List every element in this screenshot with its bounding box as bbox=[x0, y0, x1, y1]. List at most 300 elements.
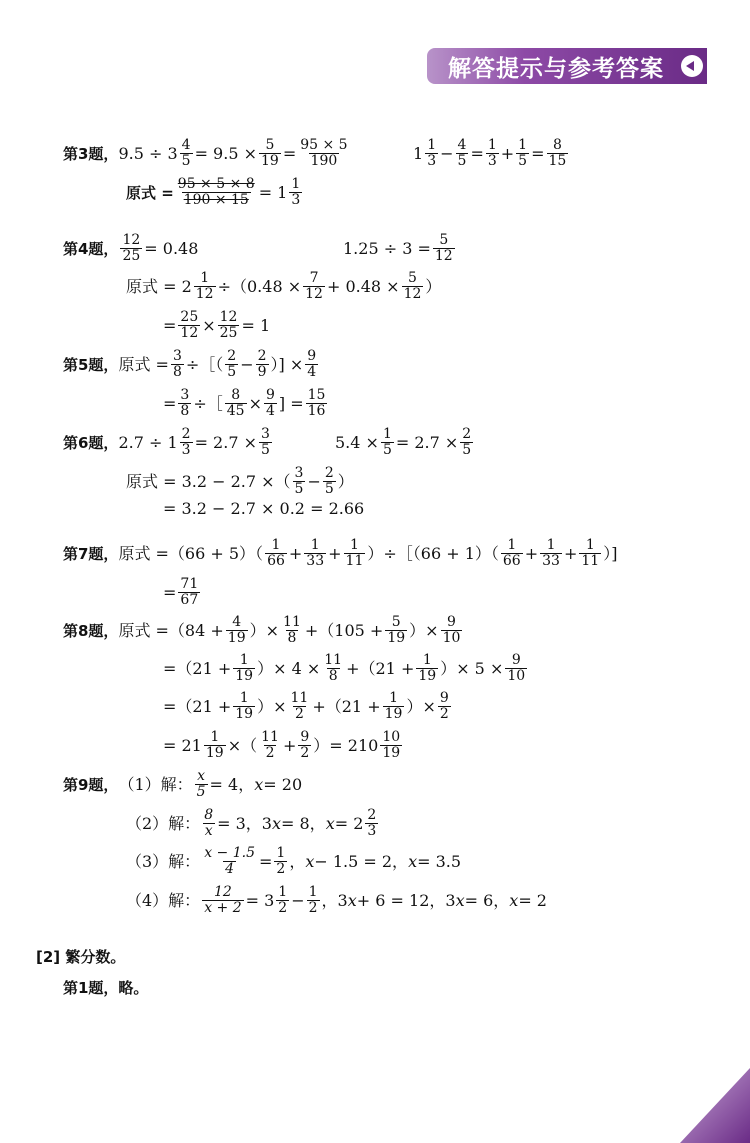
back-arrow-icon bbox=[681, 55, 703, 77]
q6-line2 bbox=[126, 466, 354, 497]
numerator: 8 bbox=[231, 387, 241, 403]
q7-label: 第7题， bbox=[63, 544, 119, 563]
denominator: 2 bbox=[278, 900, 288, 916]
expr-text: − bbox=[291, 890, 305, 910]
numerator: 1 bbox=[507, 537, 517, 553]
fraction bbox=[438, 691, 451, 722]
expr-text: +（105 + bbox=[304, 620, 384, 640]
section2-title: [2] 繁分数。 bbox=[36, 948, 126, 966]
denominator: 4 bbox=[307, 364, 317, 380]
numerator: 3 bbox=[172, 348, 182, 364]
fraction bbox=[233, 653, 255, 684]
denominator: 190 × 15 bbox=[183, 192, 249, 208]
numerator: x − 1.5 bbox=[204, 845, 255, 861]
expr-text: = 8， bbox=[281, 813, 326, 833]
denominator: 67 bbox=[180, 592, 199, 608]
fraction bbox=[303, 271, 325, 302]
fraction bbox=[259, 730, 281, 761]
numerator: 9 bbox=[447, 614, 456, 630]
denominator: 8 bbox=[172, 364, 182, 380]
part-label: （3）解： bbox=[126, 851, 201, 871]
fraction bbox=[233, 691, 255, 722]
numerator: 9 bbox=[307, 348, 317, 364]
numerator: 8 bbox=[204, 807, 214, 823]
fraction bbox=[460, 427, 473, 458]
expr-text: = 2 bbox=[334, 813, 364, 833]
expr-text: ）× 4 × bbox=[257, 658, 321, 678]
fraction bbox=[274, 846, 287, 877]
numerator: 2 bbox=[324, 465, 334, 481]
denominator: 3 bbox=[427, 153, 437, 169]
expr-text: ，3 bbox=[321, 890, 348, 910]
fraction bbox=[178, 577, 200, 608]
numerator: 1 bbox=[389, 690, 398, 706]
denominator: 9 bbox=[257, 364, 267, 380]
fraction bbox=[256, 349, 269, 380]
expr-text: − bbox=[307, 471, 321, 491]
denominator: 2 bbox=[308, 900, 318, 916]
fraction bbox=[298, 730, 311, 761]
denominator: 33 bbox=[542, 553, 560, 569]
denominator: x bbox=[204, 823, 213, 839]
numerator: 15 bbox=[307, 387, 326, 403]
fraction bbox=[547, 138, 569, 169]
fraction bbox=[202, 808, 215, 839]
fraction bbox=[225, 388, 247, 419]
numerator: 9 bbox=[511, 652, 521, 668]
expr-text: =（21 + bbox=[163, 658, 232, 678]
expr-text: ） bbox=[425, 276, 442, 296]
expr-text: ） bbox=[337, 471, 354, 491]
fraction bbox=[383, 691, 405, 722]
numerator: 3 bbox=[180, 387, 190, 403]
fraction bbox=[195, 769, 208, 800]
fraction bbox=[505, 653, 527, 684]
fraction bbox=[120, 233, 142, 264]
denominator: 16 bbox=[307, 403, 326, 419]
var-x: x bbox=[408, 851, 418, 871]
numerator: 95 × 5 bbox=[300, 137, 348, 153]
fraction bbox=[322, 653, 344, 684]
numerator: 2 bbox=[367, 807, 377, 823]
expr-text: = 0.48 bbox=[144, 238, 199, 258]
fraction bbox=[305, 349, 318, 380]
denominator: 12 bbox=[180, 325, 199, 341]
fraction bbox=[259, 427, 272, 458]
expr-text: = 3 bbox=[245, 890, 275, 910]
fraction bbox=[259, 138, 281, 169]
numerator: 1 bbox=[271, 537, 281, 553]
numerator: 2 bbox=[462, 426, 472, 442]
denominator: 19 bbox=[205, 745, 224, 761]
expr-text: = bbox=[163, 582, 177, 602]
expr-text: 9.5 ÷ 3 bbox=[118, 143, 178, 163]
expr-text: ÷［（ bbox=[185, 354, 224, 374]
denominator: 19 bbox=[382, 745, 401, 761]
denominator: 3 bbox=[487, 153, 497, 169]
numerator: 95 × 5 × 8 bbox=[177, 176, 255, 192]
expr-text: + bbox=[328, 543, 342, 563]
denominator: 66 bbox=[502, 553, 521, 569]
q3-label: 第3题， bbox=[63, 144, 119, 163]
expr-text: ）× bbox=[257, 696, 287, 716]
expr-text: 5.4 × bbox=[335, 432, 379, 452]
denominator: 3 bbox=[367, 823, 377, 839]
expr-text: = 2.7 × bbox=[194, 432, 257, 452]
denominator: 19 bbox=[418, 668, 437, 684]
numerator: 10 bbox=[382, 729, 401, 745]
denominator: 19 bbox=[384, 706, 403, 722]
fraction bbox=[171, 349, 184, 380]
fraction bbox=[180, 427, 193, 458]
fraction bbox=[402, 271, 424, 302]
denominator: 2 bbox=[439, 706, 449, 722]
expr-text: − bbox=[240, 354, 254, 374]
expr-text: =（21 + bbox=[163, 696, 232, 716]
part-label: （2）解： bbox=[126, 813, 201, 833]
q9-line4 bbox=[126, 885, 547, 916]
expr-text: ÷［ bbox=[193, 393, 223, 413]
denominator: 2 bbox=[300, 745, 310, 761]
q6-label: 第6题， bbox=[63, 433, 119, 452]
denominator: 33 bbox=[306, 553, 325, 569]
expr-text: = 2 bbox=[518, 890, 547, 910]
fraction bbox=[289, 177, 302, 208]
fraction bbox=[416, 653, 438, 684]
fraction bbox=[516, 138, 529, 169]
q9-line2 bbox=[126, 808, 380, 839]
expr-text: ÷（0.48 × bbox=[217, 276, 302, 296]
q9-line1 bbox=[63, 769, 302, 800]
numerator: 7 bbox=[309, 270, 319, 286]
fraction bbox=[226, 615, 248, 646]
denominator: 2 bbox=[294, 706, 304, 722]
denominator: 12 bbox=[434, 248, 453, 264]
expr-text: + 6 = 12，3 bbox=[356, 890, 456, 910]
expr-text: = 21 bbox=[163, 735, 202, 755]
var-x: x bbox=[325, 813, 335, 833]
q7-line2 bbox=[163, 577, 202, 608]
denominator: 10 bbox=[507, 668, 526, 684]
denominator: x + 2 bbox=[204, 900, 242, 916]
expr-text: 原式 = bbox=[118, 354, 169, 374]
numerator: x bbox=[197, 768, 206, 784]
q3-line1b bbox=[413, 138, 570, 169]
fraction bbox=[365, 808, 378, 839]
denominator: 11 bbox=[581, 553, 600, 569]
denominator: 3 bbox=[181, 442, 191, 458]
q6-line3 bbox=[163, 498, 364, 520]
fraction bbox=[456, 138, 469, 169]
fraction bbox=[298, 138, 349, 169]
var-x: x bbox=[509, 890, 519, 910]
expr-text: ）× bbox=[409, 620, 439, 640]
corner-decoration bbox=[680, 1068, 750, 1143]
fraction bbox=[202, 846, 257, 877]
numerator: 9 bbox=[300, 729, 310, 745]
expr-text: = 20 bbox=[263, 774, 303, 794]
numerator: 1 bbox=[291, 176, 301, 192]
fraction bbox=[441, 615, 463, 646]
expr-text: + bbox=[563, 543, 578, 563]
fraction bbox=[204, 730, 226, 761]
expr-text: +（21 + bbox=[346, 658, 415, 678]
denominator: 2 bbox=[265, 745, 275, 761]
numerator: 71 bbox=[180, 576, 199, 592]
part-label: （1）解： bbox=[118, 774, 193, 794]
var-x: x bbox=[455, 890, 465, 910]
numerator: 3 bbox=[261, 426, 270, 442]
fraction bbox=[281, 615, 303, 646]
q8-label: 第8题， bbox=[63, 621, 119, 640]
denominator: 4 bbox=[265, 403, 275, 419]
numerator: 1 bbox=[585, 537, 595, 553]
numerator: 1 bbox=[382, 426, 392, 442]
numerator: 11 bbox=[324, 652, 343, 668]
denominator: 5 bbox=[462, 442, 472, 458]
numerator: 3 bbox=[294, 465, 304, 481]
q4-label: 第4题， bbox=[63, 239, 119, 258]
expr-text: = 3，3 bbox=[217, 813, 272, 833]
fraction bbox=[194, 271, 216, 302]
q3-line2 bbox=[126, 177, 304, 208]
expr-text: = 9.5 × bbox=[194, 143, 257, 163]
denominator: 11 bbox=[345, 553, 364, 569]
cancelled-fraction bbox=[176, 177, 257, 208]
numerator: 1 bbox=[278, 884, 288, 900]
expr-text: + bbox=[288, 543, 303, 563]
q3-line1 bbox=[63, 138, 352, 169]
denominator: 66 bbox=[267, 553, 285, 569]
numerator: 1 bbox=[210, 729, 220, 745]
expr-text: 1.25 ÷ 3 = bbox=[343, 238, 431, 258]
numerator: 1 bbox=[546, 537, 556, 553]
expr-text: 原式 =（84 + bbox=[118, 620, 224, 640]
expr-text: +（21 + bbox=[312, 696, 381, 716]
numerator: 1 bbox=[308, 884, 318, 900]
numerator: 1 bbox=[427, 137, 437, 153]
denominator: 12 bbox=[305, 286, 323, 302]
expr-text: ， bbox=[289, 851, 306, 871]
numerator: 5 bbox=[265, 137, 275, 153]
denominator: 5 bbox=[518, 153, 528, 169]
expr-text: + bbox=[282, 735, 297, 755]
fraction bbox=[344, 538, 366, 569]
expr-text: 原式 =（66 + 5）（ bbox=[118, 543, 264, 563]
numerator: 8 bbox=[552, 137, 562, 153]
denominator: 8 bbox=[180, 403, 190, 419]
numerator: 4 bbox=[232, 614, 242, 630]
fraction bbox=[304, 538, 326, 569]
numerator: 1 bbox=[518, 137, 528, 153]
expr-text: = 6， bbox=[464, 890, 510, 910]
q5-label: 第5题， bbox=[63, 355, 119, 374]
expr-text: ）] bbox=[603, 543, 618, 563]
fraction bbox=[265, 538, 287, 569]
denominator: 5 bbox=[261, 442, 270, 458]
var-x: x bbox=[305, 851, 315, 871]
q4-line3 bbox=[163, 310, 270, 341]
fraction bbox=[486, 138, 499, 169]
expr-text: + bbox=[524, 543, 539, 563]
denominator: 5 bbox=[294, 481, 304, 497]
var-x: x bbox=[347, 890, 357, 910]
expr-text: × bbox=[202, 315, 216, 335]
fraction bbox=[385, 615, 407, 646]
fraction bbox=[289, 691, 311, 722]
fraction bbox=[579, 538, 601, 569]
fraction bbox=[178, 388, 191, 419]
numerator: 1 bbox=[200, 270, 210, 286]
denominator: 12 bbox=[195, 286, 214, 302]
expr-text: 原式 = 2 bbox=[126, 276, 192, 296]
numerator: 1 bbox=[487, 137, 497, 153]
numerator: 2 bbox=[181, 426, 191, 442]
denominator: 45 bbox=[226, 403, 245, 419]
fraction bbox=[307, 885, 320, 916]
header-title: 解答提示与参考答案 bbox=[448, 56, 664, 82]
numerator: 5 bbox=[439, 232, 449, 248]
expr-text: = bbox=[470, 143, 484, 163]
expr-text: × bbox=[248, 393, 262, 413]
denominator: 5 bbox=[457, 153, 467, 169]
expr-text: = 2.7 × bbox=[395, 432, 459, 452]
expr-text: 1 bbox=[413, 143, 424, 163]
numerator: 1 bbox=[422, 652, 432, 668]
q8-line3 bbox=[163, 691, 453, 722]
fraction bbox=[178, 310, 200, 341]
part-label: （4）解： bbox=[126, 890, 201, 910]
numerator: 9 bbox=[265, 387, 275, 403]
expr-text: = bbox=[163, 393, 177, 413]
expr-text: = 1 bbox=[258, 182, 288, 202]
expr-text: = 4， bbox=[209, 774, 255, 794]
fraction bbox=[276, 885, 289, 916]
denominator: 5 bbox=[181, 153, 191, 169]
expr-text: ] = bbox=[278, 393, 304, 413]
expr-text: 2.7 ÷ 1 bbox=[118, 432, 178, 452]
expr-text: ）× bbox=[249, 620, 280, 640]
denominator: 15 bbox=[548, 153, 567, 169]
fraction bbox=[218, 310, 240, 341]
expr-text: ）× bbox=[406, 696, 436, 716]
var-x: x bbox=[271, 813, 281, 833]
numerator: 5 bbox=[391, 614, 401, 630]
expr-text: ）= 210 bbox=[313, 735, 379, 755]
denominator: 5 bbox=[324, 481, 334, 497]
yuan-shi-label: 原式 = bbox=[126, 183, 174, 202]
denominator: 3 bbox=[291, 192, 301, 208]
denominator: 25 bbox=[122, 248, 141, 264]
q8-line4 bbox=[163, 730, 404, 761]
q4-line1b bbox=[343, 233, 457, 264]
denominator: 8 bbox=[328, 668, 338, 684]
expr-text: = 1 bbox=[241, 315, 271, 335]
expr-text: = bbox=[531, 143, 545, 163]
expr-text: = 3.5 bbox=[417, 851, 462, 871]
denominator: 5 bbox=[382, 442, 392, 458]
q8-line1 bbox=[63, 615, 464, 646]
expr-text: = bbox=[163, 315, 177, 335]
denominator: 19 bbox=[235, 668, 254, 684]
numerator: 1 bbox=[239, 690, 249, 706]
expr-text: ）× 5 × bbox=[440, 658, 504, 678]
denominator: 19 bbox=[261, 153, 279, 169]
numerator: 2 bbox=[227, 348, 237, 364]
q9-line3 bbox=[126, 846, 461, 877]
denominator: 10 bbox=[442, 630, 461, 646]
numerator: 1 bbox=[349, 537, 359, 553]
expr-text: ）÷［（66 + 1）（ bbox=[367, 543, 499, 563]
fraction bbox=[180, 138, 193, 169]
q6-line1b bbox=[335, 427, 475, 458]
expr-text: ×（ bbox=[227, 735, 258, 755]
q8-line2 bbox=[163, 653, 529, 684]
expr-text: − bbox=[440, 143, 454, 163]
numerator: 4 bbox=[457, 137, 467, 153]
denominator: 2 bbox=[276, 861, 286, 877]
fraction bbox=[381, 427, 394, 458]
q5-line2 bbox=[163, 388, 329, 419]
expr-text: 原式 = 3.2 − 2.7 ×（ bbox=[126, 471, 291, 491]
fraction bbox=[202, 885, 243, 916]
numerator: 11 bbox=[261, 729, 279, 745]
numerator: 25 bbox=[180, 309, 199, 325]
section2-q1: 第1题，略。 bbox=[63, 979, 149, 997]
fraction bbox=[540, 538, 562, 569]
numerator: 5 bbox=[408, 270, 417, 286]
fraction bbox=[264, 388, 277, 419]
q4-line2 bbox=[126, 271, 441, 302]
denominator: 8 bbox=[287, 630, 297, 646]
denominator: 5 bbox=[196, 784, 206, 800]
fraction bbox=[293, 466, 306, 497]
numerator: 1 bbox=[276, 845, 286, 861]
expr-text: + bbox=[500, 143, 515, 163]
expr-text: + 0.48 × bbox=[326, 276, 400, 296]
var-x: x bbox=[254, 774, 264, 794]
fraction bbox=[306, 388, 328, 419]
expr-text: − 1.5 = 2， bbox=[314, 851, 409, 871]
fraction bbox=[380, 730, 402, 761]
numerator: 2 bbox=[257, 348, 267, 364]
denominator: 25 bbox=[219, 325, 238, 341]
numerator: 11 bbox=[283, 614, 301, 630]
numerator: 1 bbox=[310, 537, 320, 553]
fraction bbox=[225, 349, 238, 380]
denominator: 4 bbox=[225, 861, 235, 877]
q6-line1 bbox=[63, 427, 274, 458]
numerator: 9 bbox=[439, 690, 449, 706]
fraction bbox=[323, 466, 336, 497]
numerator: 4 bbox=[181, 137, 191, 153]
numerator: 12 bbox=[219, 309, 238, 325]
expr-text: = bbox=[258, 851, 273, 871]
denominator: 19 bbox=[387, 630, 406, 646]
denominator: 19 bbox=[227, 630, 246, 646]
fraction bbox=[425, 138, 438, 169]
q9-label: 第9题， bbox=[63, 775, 119, 794]
fraction bbox=[433, 233, 455, 264]
q5-line1 bbox=[63, 349, 320, 380]
denominator: 19 bbox=[235, 706, 254, 722]
denominator: 12 bbox=[403, 286, 422, 302]
q4-line1 bbox=[63, 233, 198, 264]
fraction bbox=[501, 538, 523, 569]
expr-text: ）] × bbox=[270, 354, 304, 374]
numerator: 12 bbox=[213, 884, 232, 900]
q7-line1 bbox=[63, 538, 617, 569]
